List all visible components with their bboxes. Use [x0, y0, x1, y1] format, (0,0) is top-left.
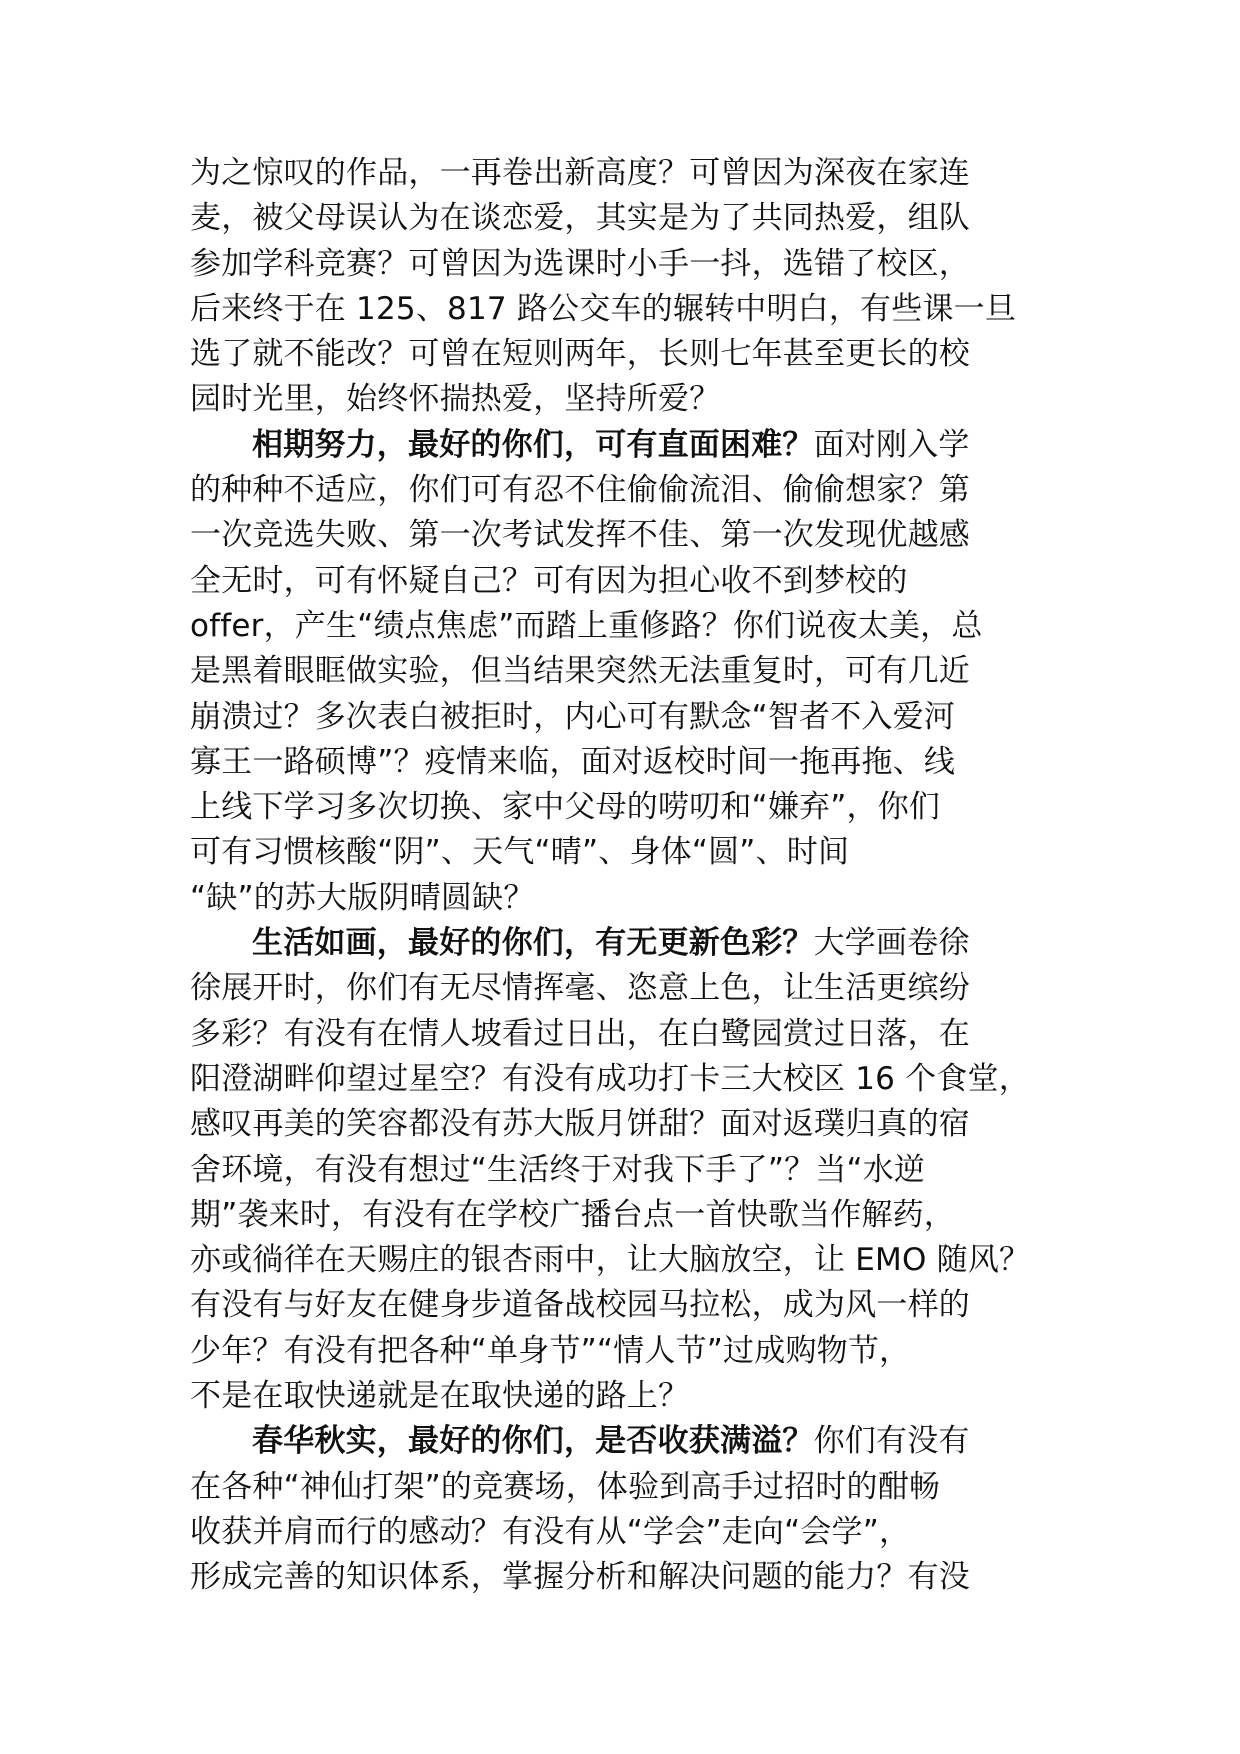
line-text: “缺”的苏大版阴晴圆缺？ [190, 879, 535, 916]
line-text: 是黑着眼眶做实验，但当结果突然无法重复时，可有几近 [190, 653, 970, 690]
text-line [190, 559, 1072, 604]
line-text: 有没有与好友在健身步道备战校园马拉松，成为风一样的 [190, 1287, 970, 1324]
text-line [190, 785, 1072, 830]
text-line [190, 332, 1072, 377]
line-text: 为之惊叹的作品，一再卷出新高度？可曾因为深夜在家连 [190, 155, 970, 191]
line-text: 你们有没有 [813, 1423, 970, 1460]
line-text: 少年？有没有把各种“单身节”“情人节”过成购物节， [190, 1332, 911, 1369]
line-text: 的种种不适应，你们可有忍不住偷偷流泪、偷偷想家？第 [190, 472, 970, 509]
text-line [190, 468, 1072, 513]
text-line [190, 423, 1072, 468]
line-text: 舍环境，有没有想过“生活终于对我下手了”？当“水逆 [190, 1151, 926, 1188]
line-text: 期”袭来时，有没有在学校广播台点一首快歌当作解药， [190, 1196, 956, 1233]
line-text: 上线下学习多次切换、家中父母的唠叨和“嫌弃”，你们 [190, 789, 941, 826]
text-line [190, 1238, 1072, 1283]
line-text: 选了就不能改？可曾在短则两年，长则七年甚至更长的校 [190, 336, 970, 373]
line-text: 全无时，可有怀疑自己？可有因为担心收不到梦校的 [190, 562, 908, 599]
line-text: 徐展开时，你们有无尽情挥毫、恣意上色，让生活更缤纷 [190, 970, 970, 1007]
text-line [190, 1283, 1072, 1328]
text-line [190, 740, 1072, 785]
text-line [190, 196, 1072, 241]
paragraph-lead-heading: 相期努力，最好的你们，可有直面困难？ [252, 426, 814, 463]
paragraph [190, 921, 1072, 1419]
text-line [190, 1465, 1072, 1510]
line-text: 参加学科竞赛？可曾因为选课时小手一抖，选错了校区， [190, 245, 970, 282]
line-text: 阳澄湖畔仰望过星空？有没有成功打卡三大校区 16 个食堂， [190, 1060, 1030, 1097]
line-text: 大学画卷徐 [813, 925, 970, 962]
paragraph-lead-heading: 春华秋实，最好的你们，是否收获满溢？ [252, 1423, 814, 1460]
line-text: 亦或徜徉在天赐庄的银杏雨中，让大脑放空，让 EMO 随风？ [190, 1242, 1031, 1279]
line-text: 在各种“神仙打架”的竞赛场，体验到高手过招时的酣畅 [190, 1468, 941, 1505]
text-line [190, 604, 1072, 649]
line-text: 后来终于在 125、817 路公交车的辗转中明白，有些课一旦 [190, 290, 1017, 327]
text-line [190, 1102, 1072, 1147]
text-line [190, 876, 1072, 921]
line-text: 面对刚入学 [813, 426, 970, 463]
text-line [190, 513, 1072, 558]
line-text: 寡王一路硕博”？疫情来临，面对返校时间一拖再拖、线 [190, 743, 956, 780]
line-text: 感叹再美的笑容都没有苏大版月饼甜？面对返璞归真的宿 [190, 1106, 970, 1143]
line-text: 收获并肩而行的感动？有没有从“学会”走向“会学”， [190, 1513, 911, 1550]
text-line [190, 377, 1072, 422]
text-line [190, 242, 1072, 287]
text-line [190, 287, 1072, 332]
line-text: offer，产生“绩点焦虑”而踏上重修路？你们说夜太美，总 [190, 607, 983, 644]
line-text: 可有习惯核酸“阴”、天气“晴”、身体“圆”、时间 [190, 834, 850, 871]
text-line [190, 1148, 1072, 1193]
document-body [190, 151, 1072, 1601]
text-line [190, 1329, 1072, 1374]
paragraph [190, 1419, 1072, 1600]
text-line [190, 1012, 1072, 1057]
text-line [190, 151, 1072, 196]
line-text: 园时光里，始终怀揣热爱，坚持所爱？ [190, 381, 721, 418]
line-text: 麦，被父母误认为在谈恋爱，其实是为了共同热爱，组队 [190, 200, 970, 237]
paragraph [190, 423, 1072, 921]
text-line [190, 921, 1072, 966]
text-line [190, 966, 1072, 1011]
text-line [190, 1510, 1072, 1555]
paragraph [190, 151, 1072, 423]
text-line [190, 1419, 1072, 1464]
line-text: 多彩？有没有在情人坡看过日出，在白鹭园赏过日落，在 [190, 1015, 970, 1052]
text-line [190, 1057, 1072, 1102]
line-text: 不是在取快递就是在取快递的路上？ [190, 1378, 690, 1415]
text-line [190, 1193, 1072, 1238]
text-line [190, 1555, 1072, 1600]
text-line [190, 830, 1072, 875]
line-text: 崩溃过？多次表白被拒时，内心可有默念“智者不入爱河 [190, 698, 956, 735]
text-line [190, 1374, 1072, 1419]
text-line [190, 695, 1072, 740]
text-line [190, 649, 1072, 694]
paragraph-lead-heading: 生活如画，最好的你们，有无更新色彩？ [252, 925, 814, 962]
line-text: 一次竞选失败、第一次考试发挥不佳、第一次发现优越感 [190, 517, 970, 554]
line-text: 形成完善的知识体系，掌握分析和解决问题的能力？有没 [190, 1559, 970, 1596]
